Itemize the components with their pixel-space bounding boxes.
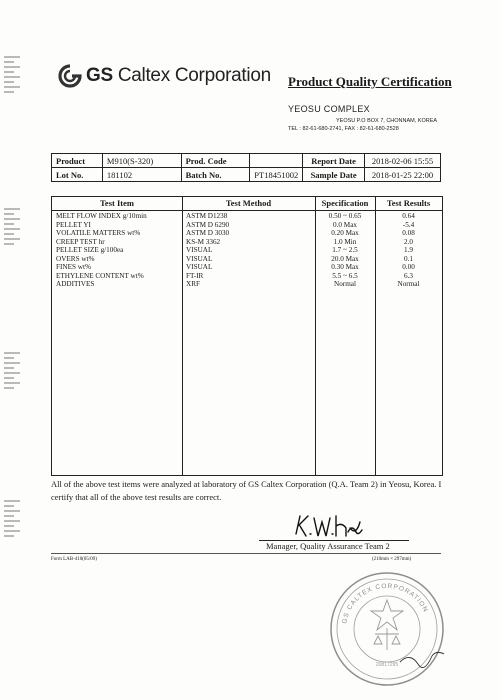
cell-spec: 0.50 ~ 0.65 [328,212,362,220]
report-date-value: 2018-02-06 15:55 [365,154,441,168]
cell-method: FT-IR [186,271,204,280]
cell-spec: 5.5 ~ 6.5 [332,271,358,280]
seal-text: GS CALTEX CORPORATION [341,582,430,625]
table-row [52,246,442,255]
prod-code-label: Prod. Code [181,154,250,168]
batch-value: PT18451002 [250,168,303,182]
cell-item: ADDITIVES [56,280,95,288]
cell-spec: 1.0 Min [333,237,357,246]
table-row [52,238,442,247]
cell-spec: 20.0 Max [331,254,359,263]
cell-result: 0.00 [402,263,415,271]
table-row [52,280,442,289]
footer-divider [51,553,441,554]
cell-spec: 0.20 Max [331,229,359,237]
certification-statement: All of the above test items were analyzed at laboratory of GS Caltex Corporation (Q.A. Team 2) in Yeosu, Korea. I certify that all of the above test results are correct. [51,479,442,502]
column-header-test-method: Test Method [225,198,272,208]
binder-punch-marks [4,208,20,248]
cell-item: FINES wt% [56,263,91,271]
product-value: M910(S-320) [102,154,181,168]
cell-result: -5.4 [402,220,415,229]
table-row [52,229,442,238]
column-header-specification: Specification [321,198,369,208]
po-box-address: YEOSU P.O BOX 7, CHONNAM, KOREA [336,118,438,124]
tel-fax-line: TEL : 82-61-680-2741, FAX : 82-61-680-2528 [288,126,399,132]
manager-title: Manager, Quality Assurance Team 2 [266,541,390,551]
product-info-table [51,153,441,182]
cell-item: ETHYLENE CONTENT wt% [56,271,144,280]
binder-punch-marks [4,500,20,540]
batch-label: Batch No. [181,168,250,182]
cell-result: 6.3 [404,271,413,280]
cell-result: 0.08 [402,229,415,237]
table-row [52,263,442,272]
cell-method: KS-M 3362 [186,237,221,246]
cell-item: OVERS wt% [56,254,95,263]
sample-date-label: Sample Date [303,168,365,182]
cell-method: VISUAL [186,254,213,263]
table-row [52,221,442,230]
form-number: Form LAB-410(05/09) [51,557,97,562]
document-title: Product Quality Certification [288,74,452,89]
table-row [52,255,442,264]
cell-method: ASTM D 3030 [186,229,230,237]
cell-item: PELLET YI [56,220,91,229]
results-rows [52,212,442,289]
cell-method: VISUAL [186,246,213,254]
cell-item: PELLET SIZE g/100ea [56,246,124,254]
cell-method: XRF [186,280,200,288]
cell-item: MELT FLOW INDEX g/10min [56,212,147,220]
official-seal [328,570,446,688]
cell-spec: Normal [334,280,356,288]
table-row [52,272,442,281]
cell-item: VOLATILE MATTERS wt% [56,229,141,237]
company-logo [58,64,271,88]
paper-size: (210mm × 297mm) [372,557,412,562]
seal-number: 20817295 [375,662,399,668]
signature [292,510,364,540]
sample-date-value: 2018-01-25 22:00 [365,168,441,182]
company-name: GS Caltex Corporation [86,65,271,86]
cell-result: 0.1 [404,254,413,263]
report-date-label: Report Date [303,154,365,168]
complex-name: YEOSU COMPLEX [288,104,370,114]
cell-spec: 0.30 Max [331,263,359,271]
lot-label: Lot No. [52,168,103,182]
cell-item: CREEP TEST hr [56,237,105,246]
binder-punch-marks [4,56,20,96]
column-header-test-item: Test Item [100,198,134,208]
cell-method: ASTM D 6290 [186,220,230,229]
cell-method: ASTM D1238 [186,212,228,220]
cell-result: 1.9 [404,246,413,254]
column-header-test-results: Test Results [386,198,431,208]
table-row [52,212,442,221]
cell-method: VISUAL [186,263,213,271]
binder-punch-marks [4,352,20,392]
prod-code-value [250,154,303,168]
gs-logo-icon [58,64,82,88]
product-label: Product [52,154,103,168]
cell-result: 0.64 [402,212,415,220]
cell-spec: 1.7 ~ 2.5 [332,246,358,254]
lot-value: 181102 [102,168,181,182]
cell-result: Normal [397,280,420,288]
cell-spec: 0.0 Max [333,220,357,229]
test-results-table [51,196,443,476]
cell-result: 2.0 [404,237,413,246]
